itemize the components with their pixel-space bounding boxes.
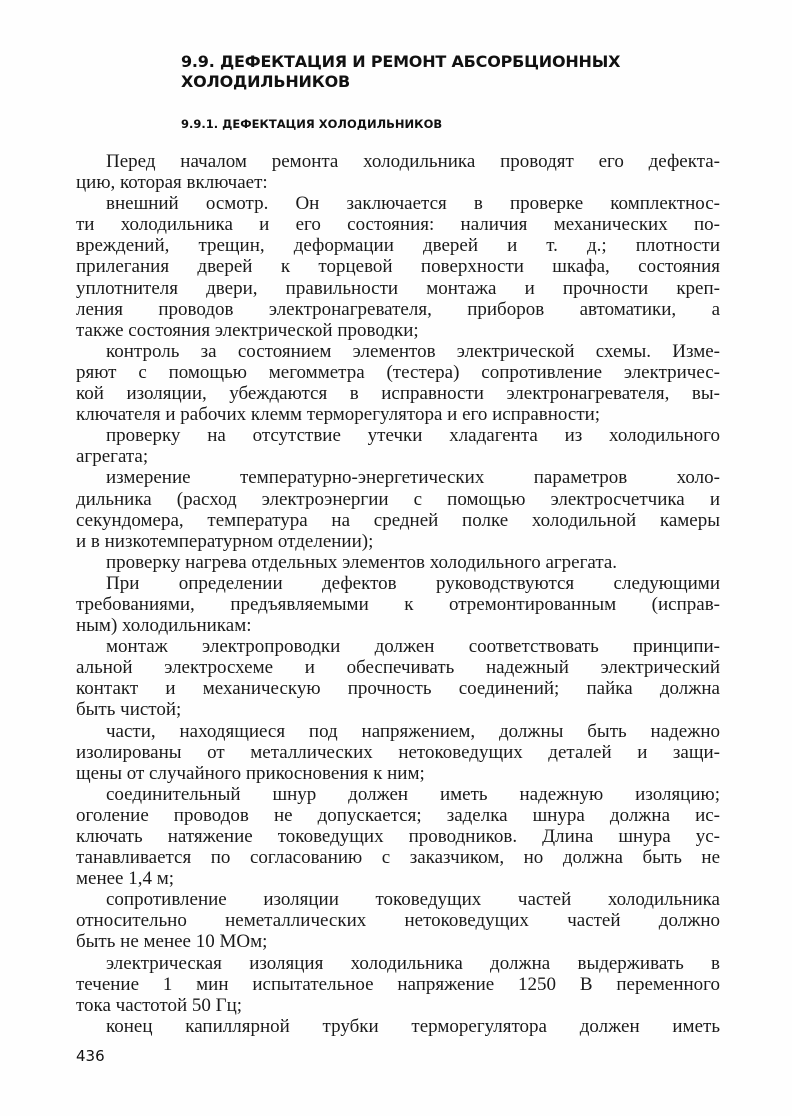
- text-line: быть не менее 10 МОм;: [76, 931, 268, 953]
- text-line: Перед началом ремонта холодильника проводят его дефекта-: [106, 151, 720, 172]
- text-line: щены от случайного прикосновения к ним;: [76, 762, 425, 784]
- text-line: тока частотой 50 Гц;: [76, 994, 243, 1016]
- text-line: требованиями, предъявляемыми к отремонтированным (исправ-: [76, 593, 720, 615]
- text-line: дильника (расход электроэнергии с помощью электросчетчика и: [76, 488, 720, 510]
- text-line: оголение проводов не допускается; заделка шнура должна ис-: [76, 804, 720, 826]
- text-line: электрическая изоляция холодильника должна выдерживать в: [106, 952, 720, 974]
- text-line: уплотнителя двери, правильности монтажа и прочности креп-: [76, 277, 720, 299]
- text-line: сопротивление изоляции токоведущих частей холодильника: [106, 889, 720, 911]
- section-heading: [181, 52, 701, 92]
- section-heading-line-2: ХОЛОДИЛЬНИКОВ: [181, 72, 351, 91]
- text-line: проверку нагрева отдельных элементов холодильного агрегата.: [106, 551, 618, 573]
- text-line: При определении дефектов руководствуются следующими: [106, 572, 720, 594]
- text-line: ряют с помощью мегомметра (тестера) сопротивление электричес-: [76, 361, 720, 383]
- text-line: измерение температурно-энергетических параметров холо-: [106, 467, 720, 489]
- text-line: конец капиллярной трубки терморегулятора должен иметь: [106, 1015, 720, 1037]
- text-line: монтаж электропроводки должен соответствовать принципи-: [106, 636, 720, 658]
- text-line: кой изоляции, убеждаются в исправности электронагревателя, вы-: [76, 383, 720, 405]
- body-text: [76, 151, 720, 1037]
- text-line: также состояния электрической проводки;: [76, 319, 419, 341]
- text-line: альной электросхеме и обеспечивать надежный электрический: [76, 657, 720, 679]
- text-line: соединительный шнур должен иметь надежную изоляцию;: [106, 783, 720, 805]
- page-number: 436: [76, 1047, 105, 1065]
- text-line: контакт и механическую прочность соединений; пайка должна: [76, 678, 720, 700]
- text-line: цию, которая включает:: [76, 172, 268, 194]
- text-line: быть чистой;: [76, 699, 182, 721]
- text-line: изолированы от металлических нетоковедущих деталей и защи-: [76, 741, 720, 763]
- text-line: части, находящиеся под напряжением, должны быть надежно: [106, 720, 720, 742]
- text-line: ключать натяжение токоведущих проводников. Длина шнура ус-: [76, 826, 720, 847]
- text-line: относительно неметаллических нетоковедущих частей должно: [76, 910, 720, 932]
- text-line: вреждений, трещин, деформации дверей и т. д.; плотности: [76, 235, 720, 257]
- subsection-heading: 9.9.1. ДЕФЕКТАЦИЯ ХОЛОДИЛЬНИКОВ: [181, 117, 443, 131]
- text-line: ления проводов электронагревателя, приборов автоматики, а: [76, 298, 720, 320]
- text-line: и в низкотемпературном отделении);: [76, 530, 374, 552]
- text-line: проверку на отсутствие утечки хладагента из холодильного: [106, 425, 720, 447]
- text-line: прилегания дверей к торцевой поверхности шкафа, состояния: [76, 256, 720, 278]
- text-line: ти холодильника и его состояния: наличия механических по-: [76, 214, 720, 236]
- text-line: контроль за состоянием элементов электрической схемы. Изме-: [106, 340, 720, 362]
- text-line: секундомера, температура на средней полке холодильной камеры: [76, 509, 720, 531]
- text-line: агрегата;: [76, 446, 149, 468]
- text-line: течение 1 мин испытательное напряжение 1250 В переменного: [76, 973, 720, 995]
- text-line: менее 1,4 м;: [76, 868, 175, 890]
- text-line: танавливается по согласованию с заказчиком, но должна быть не: [76, 847, 720, 869]
- text-line: внешний осмотр. Он заключается в проверке комплектнос-: [106, 193, 720, 215]
- text-line: ным) холодильникам:: [76, 615, 252, 637]
- section-heading-line-1: 9.9. ДЕФЕКТАЦИЯ И РЕМОНТ АБСОРБЦИОННЫХ: [181, 52, 621, 71]
- text-line: ключателя и рабочих клемм терморегулятора и его исправности;: [76, 404, 601, 426]
